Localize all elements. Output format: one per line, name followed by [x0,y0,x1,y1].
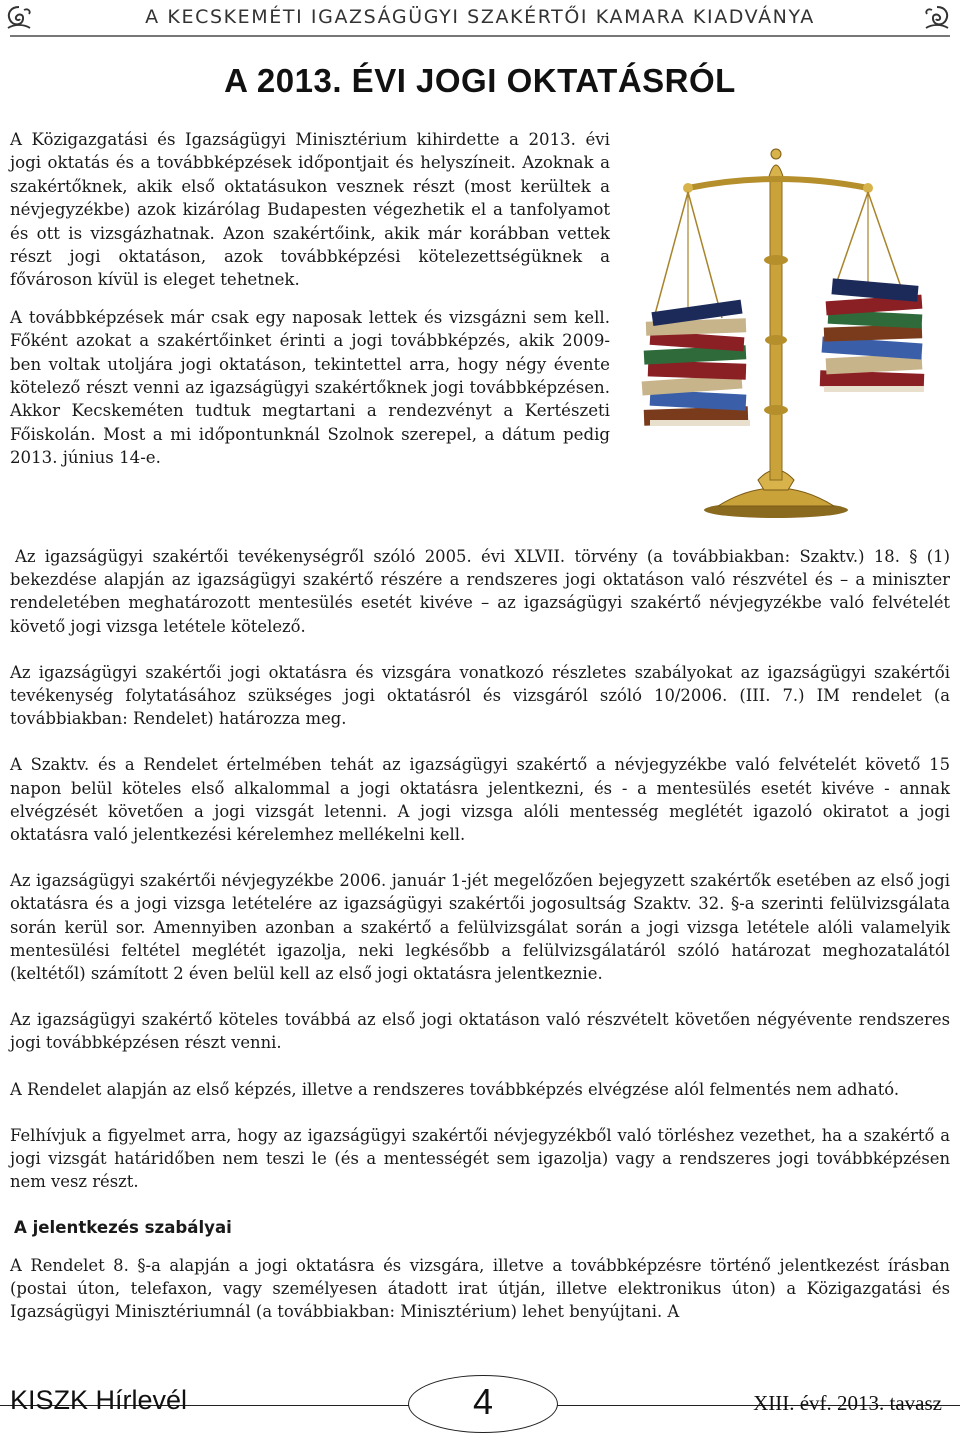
paragraph: A Rendelet alapján az első képzés, illetve a rendszeres továbbképzés elvégzése alól felmentés nem adható. [10,1079,900,1099]
article-body [10,545,950,1346]
intro-column [10,128,610,484]
paragraph: Felhívjuk a figyelmet arra, hogy az igazságügyi szakértői névjegyzékből való törléshez vezethet, ha a szakértő a jogi vizsgát határidőben nem teszi le (és a mentességét sem igazolja) vagy a rendszeres jogi továbbképzésen nem vesz részt. [10,1125,950,1192]
paragraph: Az igazságügyi szakértői névjegyzékbe 2006. január 1-jét megelőzően bejegyzett szakértők esetében az első jogi oktatásra és a jogi vizsga letételére az igazságügyi szakértői jogosultság Szaktv. 32. §-a szerinti felülvizsgálata során kerül sor. Amennyiben azonban a szakértő a felülvizsgálat során a jogi vizsga letétele alóli valamelyik mentesülési feltétel meglétét igazolja, neki legkésőbb a felülvizsgálatáról szóló határozat meghozatalától (keltétől) számított 2 éven belül kell az első jogi oktatásra jelentkeznie. [10,871,950,984]
article-title: A 2013. ÉVI JOGI OKTATÁSRÓL [224,62,736,99]
page-footer [0,1375,960,1436]
issue-label: XIII. évf. 2013. tavasz [753,1391,942,1415]
paragraph: A Rendelet 8. §-a alapján a jogi oktatásra és vizsgára, illetve a továbbképzésre történő jelentkezést írásban (postai úton, telefaxon, vagy személyesen átadott irat útján, illetve elektronikus úton) a Közigazgatási és Igazságügyi Minisztériumnál (a továbbiakban: Minisztérium) lehet benyújtani. A [10,1255,950,1322]
flourish-ornament-icon [4,4,34,32]
scales-of-justice-with-books-icon [636,140,954,520]
paragraph: A Szaktv. és a Rendelet értelmében tehát az igazságügyi szakértő a névjegyzékbe való felvételét követő 15 napon belül köteles első alkalommal a jogi oktatásra jelentkezni, és - a mentesülés esetét kivéve - annak elvégzését követően a jogi vizsgát letenni. A jogi vizsga alóli mentesség meglétét igazoló okiratot a jogi oktatásra való jelentkezési kérelemhez mellékelni kell. [10,755,950,845]
paragraph: Az igazságügyi szakértői tevékenységről szóló 2005. évi XLVII. törvény (a továbbiakban: Szaktv.) 18. § (1) bekezdése alapján az igazságügyi szakértő részére a rendszeres jogi oktatáson való részvétel és – a miniszter rendeletében meghatározott mentesülés esetét kivéve – az igazságügyi szakértő névjegyzékbe való felvételét követő jogi vizsga letétele kötelező. [10,547,950,636]
newsletter-name: KISZK Hírlevél [10,1385,188,1415]
paragraph: A Közigazgatási és Igazságügyi Minisztérium kihirdette a 2013. évi jogi oktatás és a továbbképzések időpontjait és helyszíneit. Azoknak a szakértőknek, akik első oktatásukon vesznek részt (most kerültek a névjegyzékbe) azok kizárólag Budapesten végezhetik el a tanfolyamot és ott is vizsgázhatnak. Azon szakértőink, akik már korábban vettek részt jogi oktatáson, azok továbbképzési kötelezettségüknek a fővároson kívül is eleget tehetnek. [10,130,610,290]
publication-title: A KECSKEMÉTI IGAZSÁGÜGYI SZAKÉRTŐI KAMARA KIADVÁNYA [145,6,815,28]
paragraph: Az igazságügyi szakértő köteles továbbá az első jogi oktatáson való részvételt követően négyévente rendszeres jogi továbbképzésen részt venni. [10,1010,950,1053]
header-rule [10,35,950,37]
page-number: 4 [472,1381,494,1422]
paragraph: Az igazságügyi szakértői jogi oktatásra és vizsgára vonatkozó részletes szabályokat az igazságügyi szakértői tevékenység folytatásához szükséges jogi oktatásról és vizsgáról szóló 10/2006. (III. 7.) IM rendelet (a továbbiakban: Rendelet) határozza meg. [10,662,950,729]
page-header [0,0,960,38]
section-heading: A jelentkezés szabályai [14,1218,232,1238]
paragraph: A továbbképzések már csak egy naposak lettek és vizsgázni sem kell. Főként azokat a szakértőinket érinti a jogi továbbképzés, akik 2009-ben voltak utoljára jogi oktatáson, tekintettel arra, hogy négy évente kötelező részt venni az igazságügyi szakértőknek jogi továbbképzésen. Akkor Kecskeméten tudtuk megtartani a rendezvényt a Kertészeti Főiskolán. Most a mi időpontunknál Szolnok szerepel, a dátum pedig 2013. június 14-e. [10,307,610,468]
flourish-ornament-icon [922,4,952,32]
